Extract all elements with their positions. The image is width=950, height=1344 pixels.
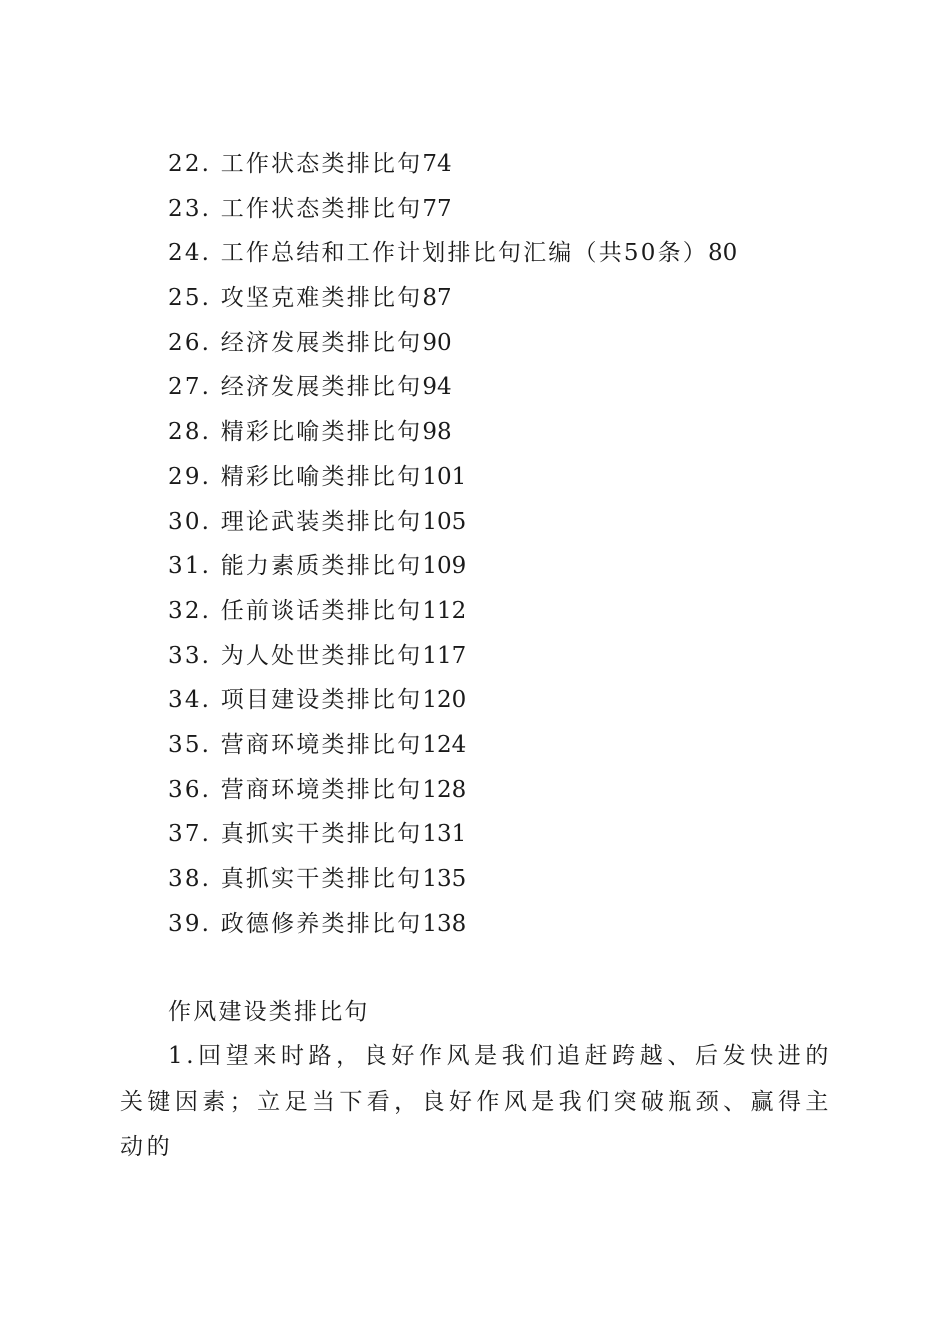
- toc-entry: [168, 634, 737, 679]
- toc-entry-number: 39.: [168, 910, 212, 937]
- toc-entry-number: 29.: [168, 463, 212, 490]
- toc-entry-number: 33.: [168, 642, 212, 669]
- toc-entry: [168, 723, 737, 768]
- toc-entry-page: 128: [422, 776, 467, 803]
- toc-entry-title: 工作总结和工作计划排比句汇编（共50条）: [220, 240, 708, 267]
- toc-entry-title: 经济发展类排比句: [220, 374, 423, 401]
- toc-entry-page: 74: [422, 151, 452, 177]
- toc-entry-number: 25.: [168, 285, 212, 312]
- toc-entry-title: 精彩比喻类排比句: [220, 463, 423, 490]
- toc-entry-number: 36.: [168, 776, 212, 803]
- toc-entry-number: 28.: [168, 419, 212, 446]
- toc-entry-title: 精彩比喻类排比句: [220, 419, 423, 446]
- toc-entry-number: 30.: [168, 508, 212, 535]
- toc-entry: [168, 276, 737, 321]
- toc-entry: [168, 142, 737, 187]
- toc-entry: [168, 544, 737, 589]
- toc-entry-title: 工作状态类排比句: [220, 195, 423, 222]
- toc-entry: [168, 500, 737, 545]
- toc-entry-title: 工作状态类排比句: [220, 151, 423, 177]
- toc-entry: [168, 365, 737, 410]
- toc-entry-number: 23.: [168, 195, 212, 222]
- toc-entry: [168, 187, 737, 232]
- toc-entry-title: 项目建设类排比句: [220, 687, 423, 714]
- toc-entry: [168, 410, 737, 455]
- toc-entry: [168, 455, 737, 500]
- toc-entry-number: 24.: [168, 240, 212, 267]
- toc-entry-title: 理论武装类排比句: [220, 508, 423, 535]
- toc-entry-number: 37.: [168, 821, 212, 848]
- toc-entry-title: 营商环境类排比句: [220, 731, 423, 758]
- table-of-contents: [168, 142, 737, 946]
- toc-entry-page: 135: [422, 866, 467, 892]
- toc-entry-title: 攻坚克难类排比句: [220, 285, 423, 312]
- section-heading: 作风建设类排比句: [168, 999, 370, 1025]
- toc-entry-number: 34.: [168, 687, 212, 714]
- toc-entry-number: 26.: [168, 329, 212, 356]
- toc-entry: [168, 768, 737, 813]
- toc-entry: [168, 678, 737, 723]
- toc-entry-title: 能力素质类排比句: [220, 553, 423, 580]
- toc-entry-page: 94: [422, 374, 452, 401]
- toc-entry-title: 为人处世类排比句: [220, 642, 423, 669]
- toc-entry-page: 117: [422, 642, 467, 669]
- toc-entry: [168, 231, 737, 276]
- toc-entry-title: 真抓实干类排比句: [220, 821, 423, 848]
- toc-entry-page: 112: [422, 597, 467, 624]
- toc-entry-page: 131: [422, 821, 467, 848]
- toc-entry-page: 124: [422, 731, 467, 758]
- toc-entry: [168, 321, 737, 366]
- toc-entry-number: 38.: [168, 866, 212, 892]
- body-paragraph: 1.回望来时路，良好作风是我们追赶跨越、后发快进的关键因素；立足当下看，良好作风是我们突破瓶颈、赢得主动的: [120, 1043, 832, 1160]
- toc-entry-page: 109: [422, 553, 467, 580]
- toc-entry-number: 32.: [168, 597, 212, 624]
- toc-entry-number: 35.: [168, 731, 212, 758]
- toc-entry-page: 101: [422, 463, 467, 490]
- toc-entry-page: 105: [422, 508, 467, 535]
- toc-entry: [168, 857, 737, 902]
- toc-entry-page: 120: [422, 687, 467, 714]
- toc-entry: [168, 589, 737, 634]
- toc-entry-page: 90: [422, 329, 452, 356]
- toc-entry-page: 87: [422, 285, 452, 312]
- toc-entry-number: 22.: [168, 151, 212, 177]
- toc-entry-page: 98: [422, 419, 452, 446]
- toc-entry-page: 77: [422, 195, 452, 222]
- toc-entry-title: 政德修养类排比句: [220, 910, 423, 937]
- toc-entry-page: 80: [707, 240, 738, 267]
- toc-entry-title: 真抓实干类排比句: [220, 866, 423, 892]
- toc-entry-title: 任前谈话类排比句: [220, 597, 423, 624]
- toc-entry-number: 27.: [168, 374, 212, 401]
- toc-entry-title: 经济发展类排比句: [220, 329, 423, 356]
- toc-entry: [168, 812, 737, 857]
- toc-entry-page: 138: [422, 910, 467, 937]
- toc-entry-title: 营商环境类排比句: [220, 776, 423, 803]
- toc-entry-number: 31.: [168, 553, 212, 580]
- toc-entry: [168, 902, 737, 947]
